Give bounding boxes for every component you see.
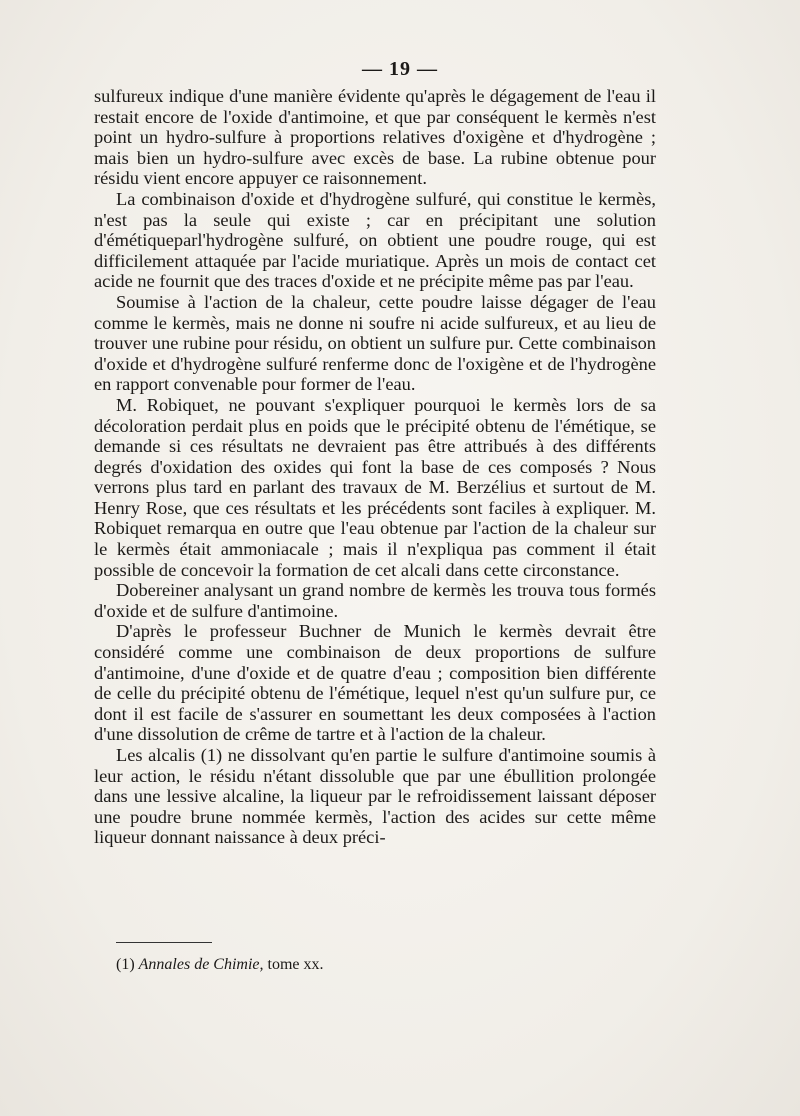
footnote-source: Annales de Chimie, bbox=[138, 956, 264, 973]
page-number: — 19 — bbox=[362, 58, 438, 80]
paragraph-4: M. Robiquet, ne pouvant s'expliquer pourquoi le kermès lors de sa décoloration perdait plus en poids que le précipité obtenu de l'émétique, se demande si ces résultats ne devraient pas être attribués à des différents degrés d'oxidation des oxides qui font la base de ces composés ? Nous verrons plus tard en parlant des travaux de M. Berzélius et surtout de M. Henry Rose, que ces résultats et les précédents sont faciles à expliquer. M. Robiquet remarqua en outre que l'eau obtenue par l'action de la chaleur sur le kermès était ammoniacale ; mais il n'expliqua pas comment il était possible de concevoir la formation de cet alcali dans cette circonstance. bbox=[94, 394, 656, 580]
paragraph-6: D'après le professeur Buchner de Munich le kermès devrait être considéré comme une combinaison de deux proportions de sulfure d'antimoine, d'une d'oxide et de quatre d'eau ; composition bien différente de celle du précipité obtenu de l'émétique, lequel n'est qu'un sulfure pur, ce dont il est facile de s'assurer en soumettant les deux composées à l'action d'une dissolution de crême de tartre et à l'action de la chaleur. bbox=[94, 621, 656, 745]
footnote bbox=[116, 956, 324, 974]
body-text bbox=[94, 86, 656, 848]
footnote-marker: (1) bbox=[116, 956, 135, 973]
footnote-divider bbox=[116, 942, 212, 943]
paragraph-1: sulfureux indique d'une manière évidente qu'après le dégagement de l'eau il restait encore de l'oxide d'antimoine, et que par conséquent le kermès n'est point un hydro-sulfure à proportions relatives d'oxigène et d'hydrogène ; mais bien un hydro-sulfure avec excès de base. La rubine obtenue pour résidu vient encore appuyer ce raisonnement. bbox=[94, 86, 656, 189]
paragraph-5: Dobereiner analysant un grand nombre de kermès les trouva tous formés d'oxide et de sulfure d'antimoine. bbox=[94, 580, 656, 621]
footnote-volume: tome xx. bbox=[267, 956, 324, 973]
paragraph-3: Soumise à l'action de la chaleur, cette poudre laisse dégager de l'eau comme le kermès, mais ne donne ni soufre ni acide sulfureux, et au lieu de trouver une rubine pour résidu, on obtient un sulfure pur. Cette combinaison d'oxide et d'hydrogène sulfuré renferme donc de l'oxigène et de l'hydrogène en rapport convenable pour former de l'eau. bbox=[94, 291, 656, 395]
paragraph-2: La combinaison d'oxide et d'hydrogène sulfuré, qui constitue le kermès, n'est pas la seule qui existe ; car en précipitant une solution d'émétiqueparl'hydrogène sulfuré, on obtient une poudre rouge, qui est difficilement attaquée par l'acide muriatique. Après un mois de contact cet acide ne fournit que des traces d'oxide et ne précipite même pas par l'eau. bbox=[94, 188, 656, 292]
paragraph-7: Les alcalis (1) ne dissolvant qu'en partie le sulfure d'antimoine soumis à leur action, le résidu n'étant dissoluble que par une ébullition prolongée dans une lessive alcaline, la liqueur par le refroidissement laissant déposer une poudre brune nommée kermès, l'action des acides sur cette même liqueur donnant naissance à deux préci- bbox=[94, 745, 656, 848]
